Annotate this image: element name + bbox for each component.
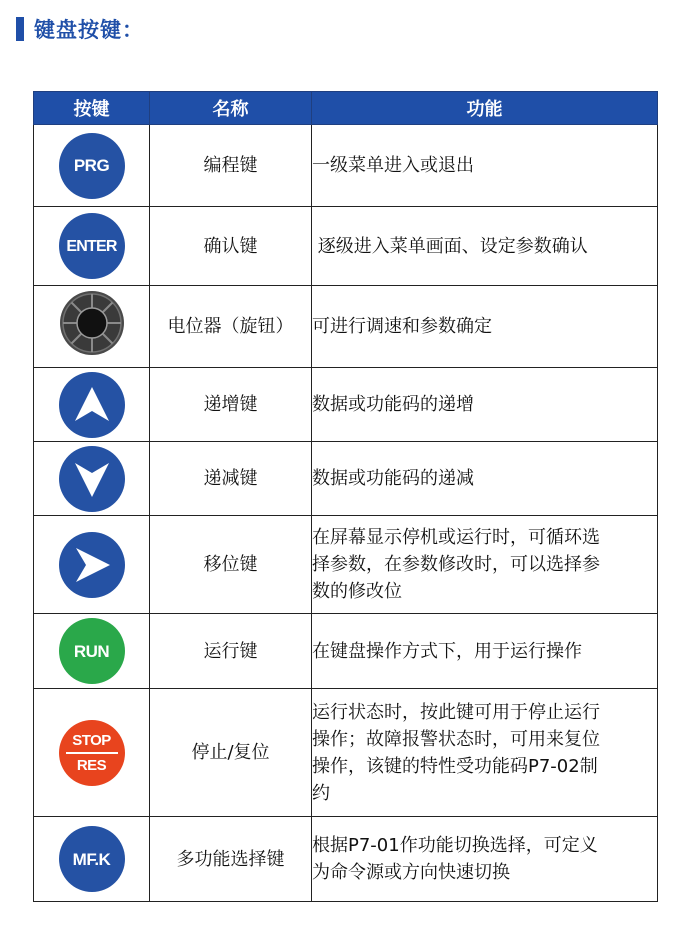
function-line: 操作；故障报警状态时，可用来复位 [312,728,600,750]
key-cell [34,614,150,689]
key-name: 电位器（旋钮） [150,286,312,368]
key-function [312,125,658,207]
up-key-button [59,372,125,438]
key-name: 确认键 [150,207,312,286]
key-name: 多功能选择键 [150,817,312,902]
function-line: 操作，该键的特性受功能码P7-02制 [312,755,598,777]
arrow-right-icon [59,532,125,598]
key-function [312,516,658,614]
function-line: 为命令源或方向快速切换 [312,862,510,883]
key-label: PRG [73,156,110,175]
key-cell [34,689,150,817]
enter-key-button [59,213,125,279]
table-row [34,286,658,368]
key-label: RUN [73,641,110,661]
table-row [34,516,658,614]
table-row [34,442,658,516]
heading-accent-bar [16,17,24,41]
table-row [34,614,658,689]
header-key: 按键 [34,92,150,125]
knob-icon [59,290,125,356]
function-line: 约 [312,782,330,804]
key-label-top: STOP [72,731,111,749]
section-heading [16,14,144,44]
function-line: 择参数，在参数修改时，可以选择参 [312,554,600,575]
key-function [312,207,658,286]
key-cell [34,125,150,207]
key-name: 运行键 [150,614,312,689]
function-line: 根据P7-01作功能切换选择，可定义 [312,835,598,856]
key-function [312,368,658,442]
key-label-bottom: RES [76,756,107,774]
table-row [34,817,658,902]
function-line: 在键盘操作方式下，用于运行操作 [312,640,582,662]
stop-reset-key-button [59,720,125,786]
prg-key-button [59,133,125,199]
header-function: 功能 [312,92,658,125]
arrow-up-icon [59,372,125,438]
table-row [34,689,658,817]
function-line: 在屏幕显示停机或运行时，可循环选 [312,527,600,548]
function-line: 数据或功能码的递增 [312,394,474,415]
function-line: 逐级进入菜单画面、设定参数确认 [312,235,588,257]
key-cell [34,207,150,286]
key-function [312,614,658,689]
key-cell [34,368,150,442]
mfk-key-button [59,826,125,892]
table-header-row [34,92,658,125]
key-function [312,817,658,902]
function-line: 数据或功能码的递减 [312,468,474,489]
key-name: 递增键 [150,368,312,442]
key-function [312,689,658,817]
key-divider [66,752,118,754]
key-cell [34,516,150,614]
header-name: 名称 [150,92,312,125]
key-label: ENTER [66,237,117,255]
key-function [312,442,658,516]
keyboard-keys-table [33,91,658,902]
key-cell [34,442,150,516]
key-name: 递减键 [150,442,312,516]
down-key-button [59,446,125,512]
table-row [34,207,658,286]
run-key-button [59,618,125,684]
function-line: 数的修改位 [312,581,402,602]
arrow-down-icon [59,446,125,512]
function-line: 运行状态时，按此键可用于停止运行 [312,701,600,723]
key-cell [34,817,150,902]
function-line: 可进行调速和参数确定 [312,316,492,337]
table-row [34,368,658,442]
shift-key-button [59,532,125,598]
key-name: 移位键 [150,516,312,614]
key-name: 编程键 [150,125,312,207]
table-row [34,125,658,207]
key-function [312,286,658,368]
function-line: 一级菜单进入或退出 [312,155,474,176]
key-name: 停止/复位 [150,689,312,817]
section-title: 键盘按键： [34,18,144,42]
key-cell [34,286,150,368]
key-label: MF.K [72,849,111,869]
